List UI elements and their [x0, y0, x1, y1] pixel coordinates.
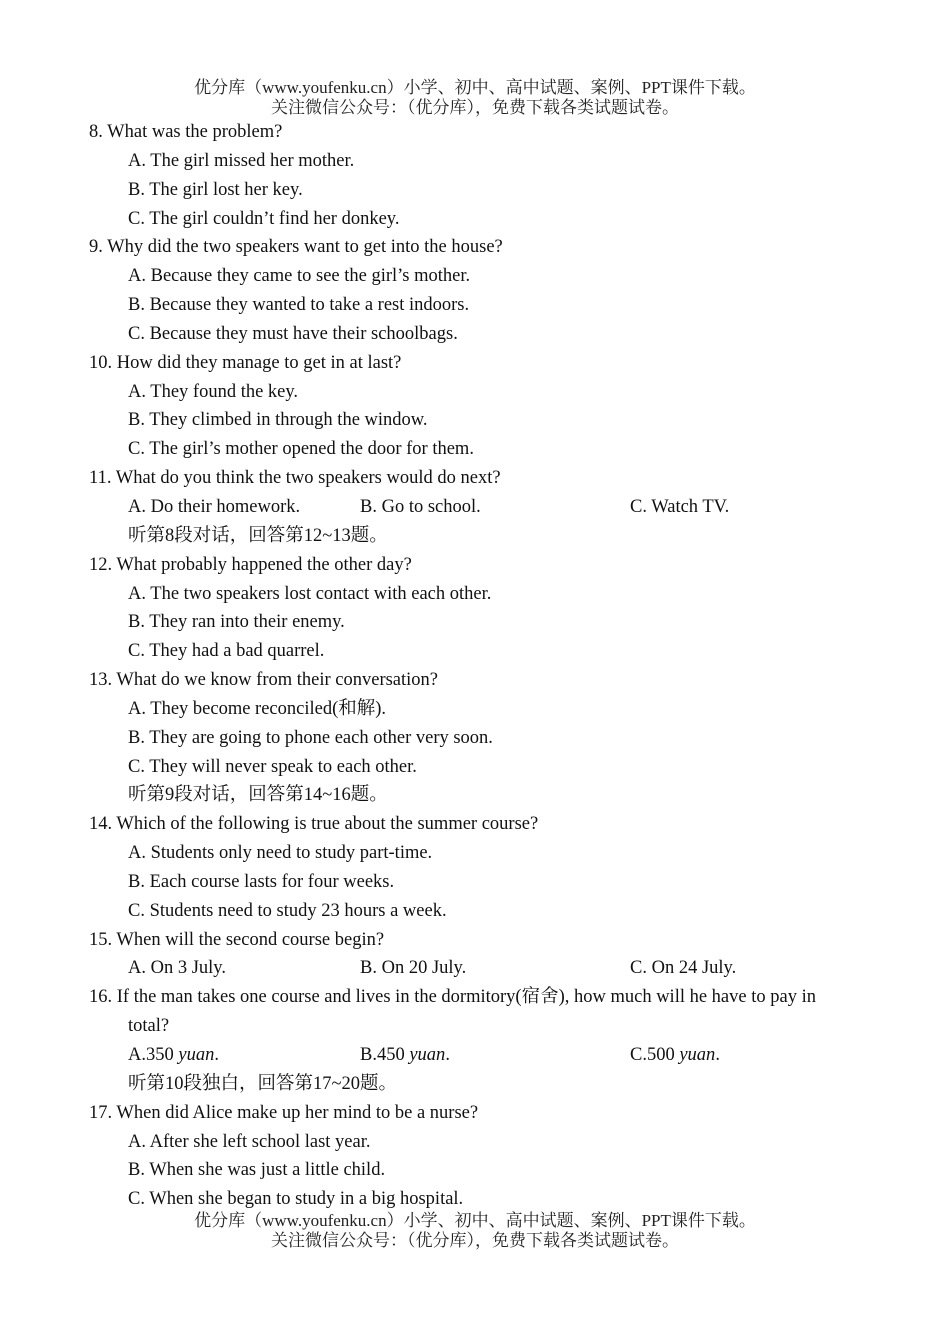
question-15-option-c: C. On 24 July. — [630, 958, 737, 979]
question-15-options — [0, 954, 950, 983]
option-c-unit: yuan — [679, 1045, 716, 1065]
question-8-option-c: C. The girl couldn’t find her donkey. — [128, 208, 400, 229]
question-16-option-a — [128, 1041, 219, 1070]
question-11-option-a: A. Do their homework. — [128, 496, 301, 517]
question-9-option-c: C. Because they must have their schoolbags. — [128, 323, 458, 344]
question-9-option-a: A. Because they came to see the girl’s mother. — [128, 266, 471, 287]
question-13-option-c: C. They will never speak to each other. — [128, 756, 417, 777]
question-8-stem: 8. What was the problem? — [89, 122, 283, 142]
question-11-options — [0, 493, 950, 522]
question-9-stem: 9. Why did the two speakers want to get into the house? — [89, 237, 503, 258]
page-footer — [0, 1211, 950, 1251]
question-17-option-b: B. When she was just a little child. — [128, 1160, 386, 1181]
question-11-option-c: C. Watch TV. — [630, 496, 730, 517]
question-11-option-b: B. Go to school. — [360, 496, 481, 517]
footer-line-1: 优分库（www.youfenku.cn）小学、初中、高中试题、案例、PPT课件下载。 — [194, 1211, 756, 1230]
footer-line-2: 关注微信公众号：（优分库），免费下载各类试题试卷。 — [271, 1231, 679, 1250]
option-a-unit: yuan — [178, 1045, 215, 1065]
option-b-unit: yuan — [409, 1045, 446, 1065]
question-17-stem: 17. When did Alice make up her mind to be a nurse? — [89, 1102, 479, 1123]
section-10-instruction: 听第10段独白，回答第17~20题。 — [128, 1073, 398, 1094]
question-10-stem: 10. How did they manage to get in at last? — [89, 352, 402, 373]
page-header — [0, 78, 950, 118]
section-9-instruction: 听第9段对话，回答第14~16题。 — [128, 785, 388, 806]
question-15-stem: 15. When will the second course begin? — [89, 929, 385, 950]
question-13-option-b: B. They are going to phone each other very soon. — [128, 727, 493, 748]
question-15-option-a: A. On 3 July. — [128, 958, 226, 979]
question-17-option-a: A. After she left school last year. — [128, 1131, 371, 1152]
question-10-option-b: B. They climbed in through the window. — [128, 410, 428, 431]
question-12-option-a: A. The two speakers lost contact with each other. — [128, 583, 492, 604]
question-16-option-c — [630, 1041, 720, 1070]
question-16-option-b — [360, 1041, 450, 1070]
question-14-stem: 14. Which of the following is true about the summer course? — [89, 814, 539, 835]
question-9-option-b: B. Because they wanted to take a rest indoors. — [128, 295, 470, 316]
option-a-amount: A.350 — [128, 1045, 174, 1065]
question-14-option-a: A. Students only need to study part-time. — [128, 843, 433, 864]
question-13-option-a: A. They become reconciled(和解). — [128, 698, 387, 719]
section-8-instruction: 听第8段对话，回答第12~13题。 — [128, 525, 388, 546]
question-13-stem: 13. What do we know from their conversation? — [89, 670, 439, 691]
option-a-period: . — [214, 1045, 219, 1065]
option-b-amount: B.450 — [360, 1045, 405, 1065]
question-16-options — [0, 1041, 950, 1070]
question-14-option-c: C. Students need to study 23 hours a week. — [128, 900, 447, 921]
question-12-option-b: B. They ran into their enemy. — [128, 612, 345, 633]
question-14-option-b: B. Each course lasts for four weeks. — [128, 871, 395, 892]
question-11-stem: 11. What do you think the two speakers would do next? — [89, 468, 501, 489]
option-c-period: . — [715, 1045, 720, 1065]
question-16-stem: 16. If the man takes one course and lives in the dormitory(宿舍), how much will he have to pay in — [89, 987, 816, 1008]
question-10-option-a: A. They found the key. — [128, 381, 299, 402]
question-8-option-a: A. The girl missed her mother. — [128, 150, 355, 171]
question-12-option-c: C. They had a bad quarrel. — [128, 641, 325, 662]
question-15-option-b: B. On 20 July. — [360, 958, 467, 979]
question-17-option-c: C. When she began to study in a big hospital. — [128, 1189, 464, 1210]
question-10-option-c: C. The girl’s mother opened the door for them. — [128, 439, 474, 460]
option-c-amount: C.500 — [630, 1045, 675, 1065]
question-12-stem: 12. What probably happened the other day? — [89, 554, 412, 575]
question-8-option-b: B. The girl lost her key. — [128, 179, 303, 200]
question-list — [0, 118, 950, 1214]
option-b-period: . — [445, 1045, 450, 1065]
question-16-stem-continuation: total? — [128, 1016, 170, 1037]
header-line-2: 关注微信公众号：（优分库），免费下载各类试题试卷。 — [271, 98, 679, 117]
header-line-1: 优分库（www.youfenku.cn）小学、初中、高中试题、案例、PPT课件下载。 — [194, 78, 756, 97]
